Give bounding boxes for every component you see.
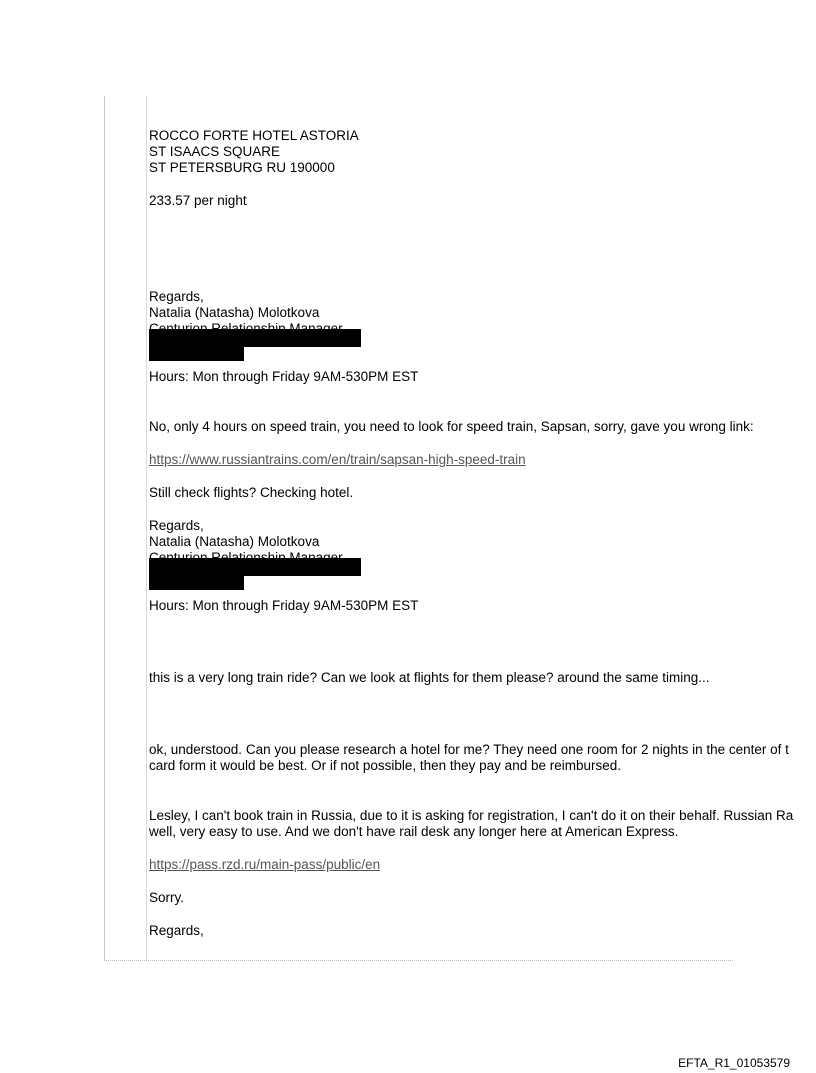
signature-name: Natalia (Natasha) Molotkova [149, 305, 320, 320]
message-body: this is a very long train ride? Can we look at flights for them please? around the same timing... [149, 670, 710, 685]
message-body: No, only 4 hours on speed train, you need to look for speed train, Sapsan, sorry, gave you wrong link: [149, 419, 754, 434]
redaction-block [149, 337, 816, 369]
message-apology: Sorry. [149, 890, 185, 905]
message-body: Lesley, I can't book train in Russia, due to it is asking for registration, I can't do it on their behalf. Russian Ra [149, 808, 794, 823]
redaction-bar [149, 576, 244, 590]
message-followup: Still check flights? Checking hotel. [149, 485, 354, 500]
hotel-city: ST PETERSBURG RU 190000 [149, 160, 335, 175]
signature-closing: Regards, [149, 518, 204, 533]
hotel-name: ROCCO FORTE HOTEL ASTORIA [149, 128, 359, 143]
message-body: ok, understood. Can you please research a hotel for me? They need one room for 2 nights in the center of t [149, 742, 789, 757]
redaction-bar [149, 329, 361, 347]
message-body: card form it would be best. Or if not possible, then they pay and be reimbursed. [149, 758, 621, 773]
redaction-bar [149, 558, 361, 576]
hotel-street: ST ISAACS SQUARE [149, 144, 281, 159]
hotel-rate: 233.57 per night [149, 193, 247, 208]
redaction-block [149, 566, 816, 598]
quote-divider [146, 96, 147, 960]
sapsan-train-link[interactable]: https://www.russiantrains.com/en/train/sapsan-high-speed-train [149, 452, 526, 467]
signature-hours: Hours: Mon through Friday 9AM-530PM EST [149, 369, 419, 384]
signature-block-2 [149, 518, 816, 614]
redaction-bar [149, 347, 244, 361]
signature-block-1 [149, 289, 816, 385]
signature-closing: Regards, [149, 923, 204, 938]
signature-closing: Regards, [149, 289, 204, 304]
message-body: well, very easy to use. And we don't have rail desk any longer here at American Express. [149, 824, 679, 839]
signature-name: Natalia (Natasha) Molotkova [149, 534, 320, 549]
rzd-pass-link[interactable]: https://pass.rzd.ru/main-pass/public/en [149, 857, 381, 872]
signature-hours: Hours: Mon through Friday 9AM-530PM EST [149, 598, 419, 613]
email-body [149, 128, 816, 939]
document-id: EFTA_R1_01053579 [678, 1056, 790, 1070]
